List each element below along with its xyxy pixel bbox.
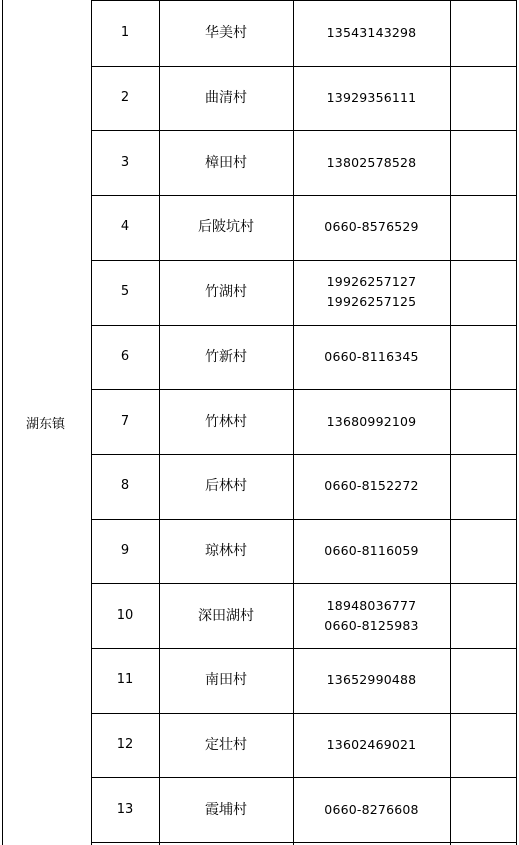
remarks-cell [450, 519, 516, 584]
row-number: 5 [120, 284, 130, 300]
row-rule [91, 842, 516, 843]
table-border-right [516, 0, 517, 845]
village-name: 樟田村 [205, 154, 247, 171]
row-number: 7 [120, 413, 130, 429]
phone-number: 0660-8125983 [324, 617, 419, 633]
row-number: 8 [120, 478, 130, 494]
remarks-cell [450, 389, 516, 454]
phone-number: 0660-8152272 [324, 478, 419, 494]
village-name: 竹林村 [205, 413, 247, 430]
row-number: 11 [116, 672, 134, 688]
remarks-cell [450, 66, 516, 131]
phone-cell [293, 583, 450, 648]
phone-cell [293, 195, 450, 260]
town-name: 湖东镇 [25, 417, 65, 432]
remarks-cell [450, 713, 516, 778]
village-name: 琼林村 [205, 542, 247, 559]
village-name: 竹湖村 [205, 284, 247, 301]
town-cell [0, 0, 91, 845]
village-name: 后陂坑村 [198, 219, 254, 236]
phone-cell [293, 713, 450, 778]
village-name: 南田村 [205, 672, 247, 689]
remarks-cell [450, 1, 516, 66]
remarks-cell [450, 777, 516, 842]
remarks-cell [450, 130, 516, 195]
row-number: 9 [120, 542, 130, 558]
phone-number: 19926257127 [326, 274, 417, 290]
phone-cell [293, 325, 450, 390]
village-name: 深田湖村 [198, 607, 254, 624]
phone-cell [293, 389, 450, 454]
phone-cell [293, 130, 450, 195]
remarks-cell [450, 325, 516, 390]
phone-number: 13652990488 [326, 672, 417, 688]
remarks-cell [450, 583, 516, 648]
village-name: 华美村 [205, 25, 247, 42]
phone-cell [293, 519, 450, 584]
remarks-cell [450, 648, 516, 713]
remarks-cell [450, 454, 516, 519]
row-number: 6 [120, 348, 130, 364]
phone-cell [293, 777, 450, 842]
row-number: 4 [120, 219, 130, 235]
phone-number: 0660-8116345 [324, 348, 419, 364]
row-number: 10 [116, 607, 134, 623]
row-number: 12 [116, 737, 134, 753]
phone-number: 0660-8116059 [324, 542, 419, 558]
phone-number: 18948036777 [326, 597, 417, 613]
row-number: 13 [116, 801, 134, 817]
phone-number: 13602469021 [326, 737, 417, 753]
village-name: 竹新村 [205, 348, 247, 365]
phone-cell [293, 66, 450, 131]
phone-number: 13802578528 [326, 154, 417, 170]
village-name: 曲清村 [205, 90, 247, 107]
remarks-cell [450, 260, 516, 325]
row-number: 1 [120, 25, 130, 41]
phone-number: 0660-8276608 [324, 801, 419, 817]
phone-number: 13543143298 [326, 25, 417, 41]
row-number: 3 [120, 154, 130, 170]
phone-number: 0660-8576529 [324, 219, 419, 235]
phone-cell [293, 1, 450, 66]
table-border-left [2, 0, 3, 845]
village-name: 定壮村 [205, 737, 247, 754]
phone-number: 19926257125 [326, 294, 417, 310]
row-number: 2 [120, 90, 130, 106]
village-name: 霞埔村 [205, 801, 247, 818]
remarks-cell [450, 195, 516, 260]
phone-cell [293, 648, 450, 713]
phone-number: 13680992109 [326, 413, 417, 429]
phone-cell [293, 454, 450, 519]
village-name: 后林村 [205, 478, 247, 495]
phone-number: 13929356111 [326, 90, 417, 106]
phone-cell [293, 260, 450, 325]
